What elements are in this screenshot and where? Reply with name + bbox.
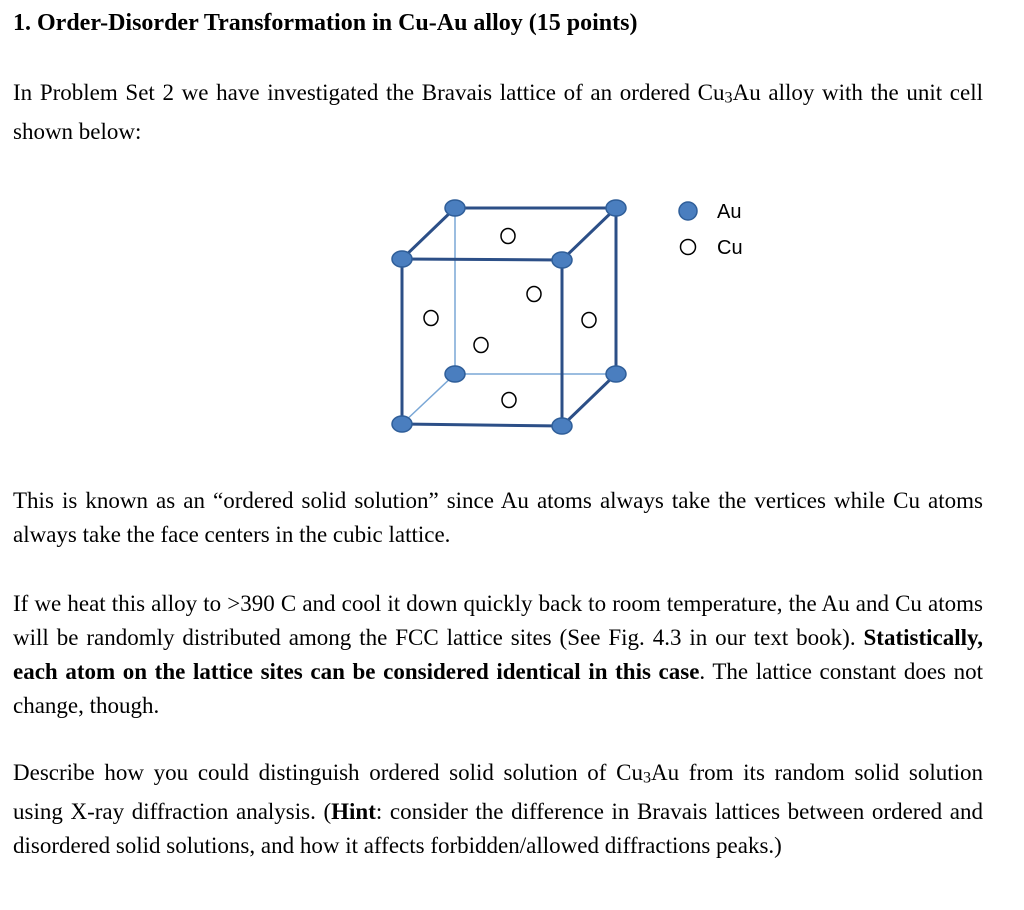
au-atom — [552, 418, 572, 434]
figure-legend — [679, 201, 743, 259]
au-legend-label: Au — [717, 201, 742, 223]
au-atom — [445, 200, 465, 216]
heating-paragraph — [13, 587, 983, 723]
cu-atom — [582, 313, 596, 328]
hint-label: Hint — [331, 799, 376, 825]
au-atom — [606, 200, 626, 216]
question-subscript: 3 — [642, 769, 652, 787]
au-legend-marker — [679, 202, 697, 220]
heating-bold-2: , each atom on the lattice sites can be considered identical in this case — [13, 625, 983, 684]
intro-text-before: In Problem Set 2 we have investigated the Bravais lattice of an ordered Cu — [13, 80, 725, 105]
problem-title: 1. Order-Disorder Transformation in Cu-Au alloy (15 points) — [13, 10, 638, 36]
cu-atom — [474, 338, 488, 353]
intro-subscript: 3 — [724, 89, 733, 107]
au-atom — [606, 366, 626, 382]
question-text-middle: Au from its random solid solution using X-ray diffraction analysis. ( — [13, 760, 983, 825]
intro-text-after: Au alloy with the unit cell shown below: — [13, 80, 983, 145]
cu-atom — [502, 393, 516, 408]
cu-atom — [501, 229, 515, 244]
ordered-solution-paragraph: This is known as an “ordered solid solution” since Au atoms always take the vertices while Cu atoms always take the face centers in the cubic lattice. — [13, 488, 983, 547]
question-paragraph — [13, 756, 983, 863]
heating-text-1: If we heat this alloy to >390 C and cool it down quickly back to room temperature, the Au and Cu atoms will be randomly distributed among the FCC lattice sites (See Fig. 4.3 in our text book). — [13, 591, 983, 650]
au-atom — [445, 366, 465, 382]
cu-legend-marker — [681, 240, 696, 255]
au-atom — [392, 251, 412, 267]
cu-legend-label: Cu — [717, 237, 743, 259]
heating-bold-1: Statistically — [863, 625, 978, 650]
cu-atom — [527, 287, 541, 302]
cu-atom — [424, 311, 438, 326]
au-atom — [552, 252, 572, 268]
heating-text-2: . The lattice constant does not change, though. — [13, 659, 983, 718]
question-text-after: : consider the difference in Bravais lattices between ordered and disordered solid solutions, and how it affects forbidden/allowed diffractions peaks.) — [13, 799, 983, 859]
au-atom — [392, 416, 412, 432]
question-text-before: Describe how you could distinguish ordered solid solution of Cu — [13, 760, 643, 785]
